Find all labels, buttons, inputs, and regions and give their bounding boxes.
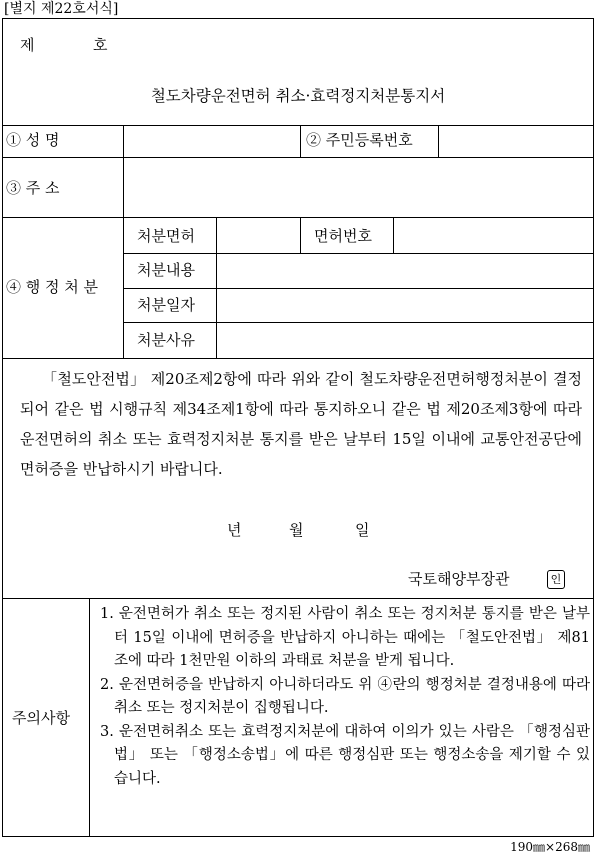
- resident-number-label: ② 주민등록번호: [306, 131, 413, 149]
- resident-number-field[interactable]: [439, 126, 592, 156]
- frame-bottom: [2, 836, 594, 837]
- note-item-2: 2. 운전면허증을 반납하지 아니하더라도 위 ④란의 행정처분 결정내용에 따라 취소 또는 정지처분이 집행됩니다.: [100, 676, 590, 716]
- frame-right: [593, 18, 594, 836]
- date-field[interactable]: [217, 289, 592, 321]
- frame-left: [2, 18, 3, 836]
- reason-label: 처분사유: [137, 331, 195, 349]
- col-line-notes: [89, 598, 90, 836]
- notice-body-text: 「철도안전법」 제20조제2항에 따라 위와 같이 철도차량운전면허행정처분이 결정되어 같은 법 시행규칙 제34조제1항에 따라 통지하오니 같은 법 제20조제3항에 따라 운전면허의 취소 또는 효력정지처분 통지를 받은 날부터 15일 이내에 교통안전공단에 면허증을 반납하시기 바랍니다.: [20, 370, 582, 478]
- name-field[interactable]: [124, 126, 299, 156]
- number-je: 제: [20, 36, 35, 54]
- address-label: ③ 주 소: [6, 179, 60, 197]
- number-ho: 호: [93, 36, 108, 54]
- address-field[interactable]: [124, 158, 592, 216]
- date-label: 처분일자: [137, 296, 195, 314]
- license-number-label: 면허번호: [314, 227, 372, 245]
- license-label: 처분면허: [137, 227, 195, 245]
- document-title: 철도차량운전면허 취소·효력정지처분통지서: [150, 87, 446, 105]
- seal-mark: 인: [547, 570, 565, 589]
- form-number-label: [별지 제22호서식]: [4, 1, 119, 17]
- notes-label: 주의사항: [12, 709, 70, 727]
- content-field[interactable]: [217, 254, 592, 287]
- frame-top: [2, 18, 594, 19]
- admin-action-label: ④ 행 정 처 분: [6, 278, 99, 296]
- reason-field[interactable]: [217, 323, 592, 357]
- row-line-8: [2, 598, 594, 599]
- name-label: ① 성 명: [6, 131, 60, 149]
- date-month-label: 월: [289, 521, 304, 539]
- note-item-1: 1. 운전면허가 취소 또는 정지된 사람이 취소 또는 정지처분 통지를 받은 날부터 15일 이내에 면허증을 반납하지 아니하는 때에는 「철도안전법」 제81조에 따라 1천만원 이하의 과태료 처분을 받게 됩니다.: [100, 606, 590, 669]
- note-item-3: 3. 운전면허취소 또는 효력정지처분에 대하여 이의가 있는 사람은 「행정심판법」 또는 「행정소송법」에 따른 행정심판 또는 행정소송을 제기할 수 있습니다.: [100, 723, 590, 787]
- license-number-field[interactable]: [394, 218, 592, 252]
- paper-size-label: 190㎜×268㎜: [510, 840, 590, 854]
- date-year-label: 년: [227, 521, 242, 539]
- col-line-license-no-label: [300, 217, 301, 253]
- license-field[interactable]: [217, 218, 299, 252]
- row-line-7: [2, 358, 594, 359]
- notes-list: [100, 603, 590, 791]
- col-line-resident-label: [300, 125, 301, 157]
- date-day-label: 일: [355, 521, 370, 539]
- content-label: 처분내용: [137, 261, 195, 279]
- issuer-name: 국토해양부장관: [408, 570, 510, 588]
